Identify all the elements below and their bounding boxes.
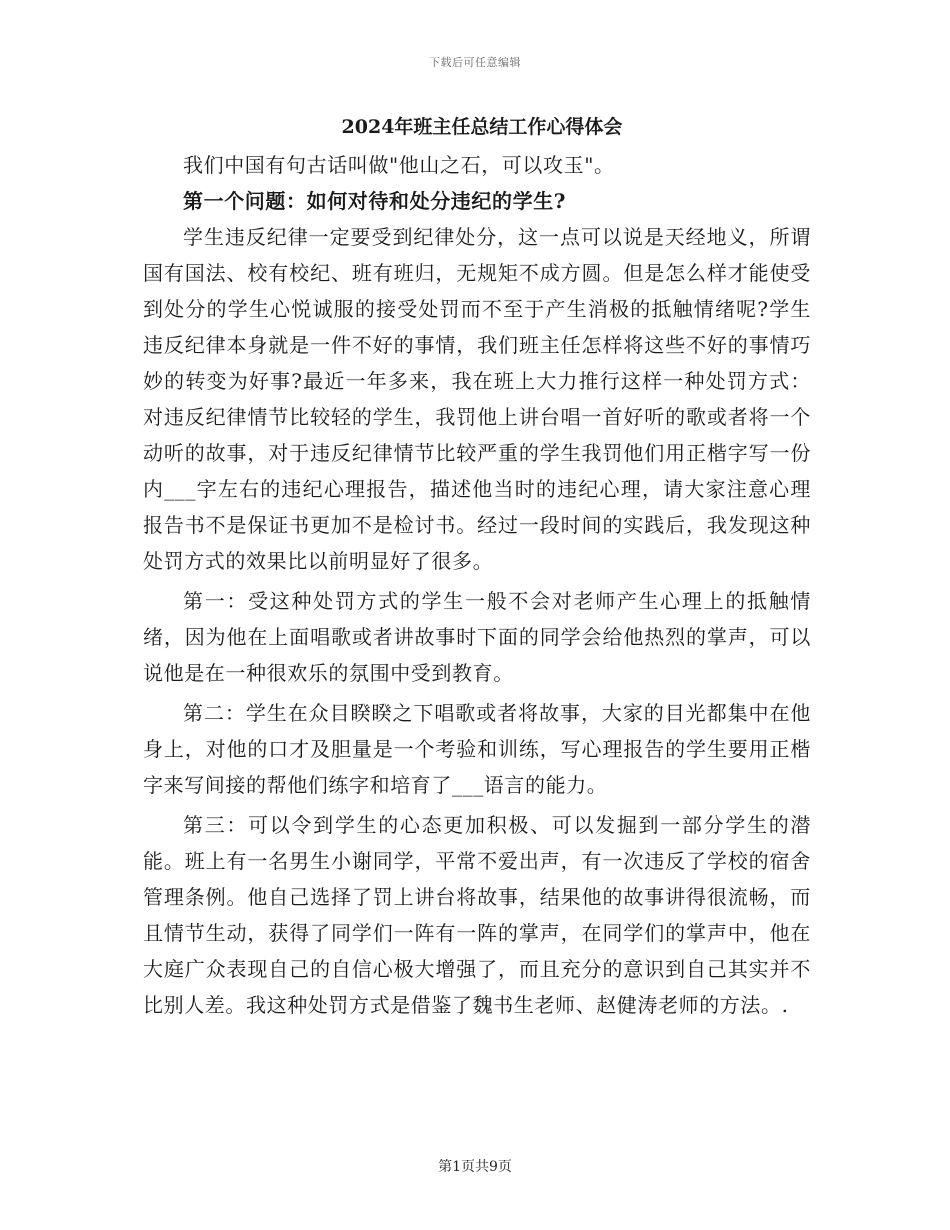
section-heading: 第一个问题：如何对待和处分违纪的学生? [183, 189, 567, 213]
body-paragraph: 学生违反纪律一定要受到纪律处分，这一点可以说是天经地义，所谓国有国法、校有校纪、班有班归，无规矩不成方圆。但是怎么样才能使受到处分的学生心悦诚服的接受处罚而不至于产生消极的抵触情绪呢?学生违反纪律本身就是一件不好的事情，我们班主任怎样将这些不好的事情巧妙的转变为好事?最近一年多来，我在班上大力推行这样一种处罚方式：对违反纪律情节比较轻的学生，我罚他上讲台唱一首好听的歌或者将一个动听的故事，对于违反纪律情节比较严重的学生我罚他们用正楷字写一份内___字左右的违纪心理报告，描述他当时的违纪心理，请大家注意心理报告书不是保证书更加不是检讨书。经过一段时间的实践后，我发现这种处罚方式的效果比以前明显好了很多。 [143, 225, 811, 573]
intro-paragraph: 我们中国有句古话叫做"他山之石，可以攻玉"。 [183, 153, 615, 177]
header-note: 下载后可任意编辑 [429, 56, 521, 69]
body-paragraph: 第一：受这种处罚方式的学生一般不会对老师产生心理上的抵触情绪，因为他在上面唱歌或者讲故事时下面的同学会给他热烈的掌声，可以说他是在一种很欢乐的氛围中受到教育。 [143, 589, 811, 685]
body-paragraph: 第三：可以令到学生的心态更加积极、可以发掘到一部分学生的潜能。班上有一名男生小谢同学，平常不爱出声，有一次违反了学校的宿舍管理条例。他自己选择了罚上讲台将故事，结果他的故事讲得很流畅，而且情节生动，获得了同学们一阵有一阵的掌声，在同学们的掌声中，他在大庭广众表现自己的自信心极大增强了，而且充分的意识到自己其实并不比别人差。我这种处罚方式是借鉴了魏书生老师、赵健涛老师的方法。. [143, 813, 811, 1017]
document-title: 2024年班主任总结工作心得体会 [341, 116, 623, 138]
body-paragraph: 第二：学生在众目睽睽之下唱歌或者将故事，大家的目光都集中在他身上，对他的口才及胆量是一个考验和训练，写心理报告的学生要用正楷字来写间接的帮他们练字和培育了___语言的能力。 [143, 701, 811, 797]
document-body [143, 113, 811, 1023]
page-number: 第1页共9页 [438, 1159, 512, 1175]
